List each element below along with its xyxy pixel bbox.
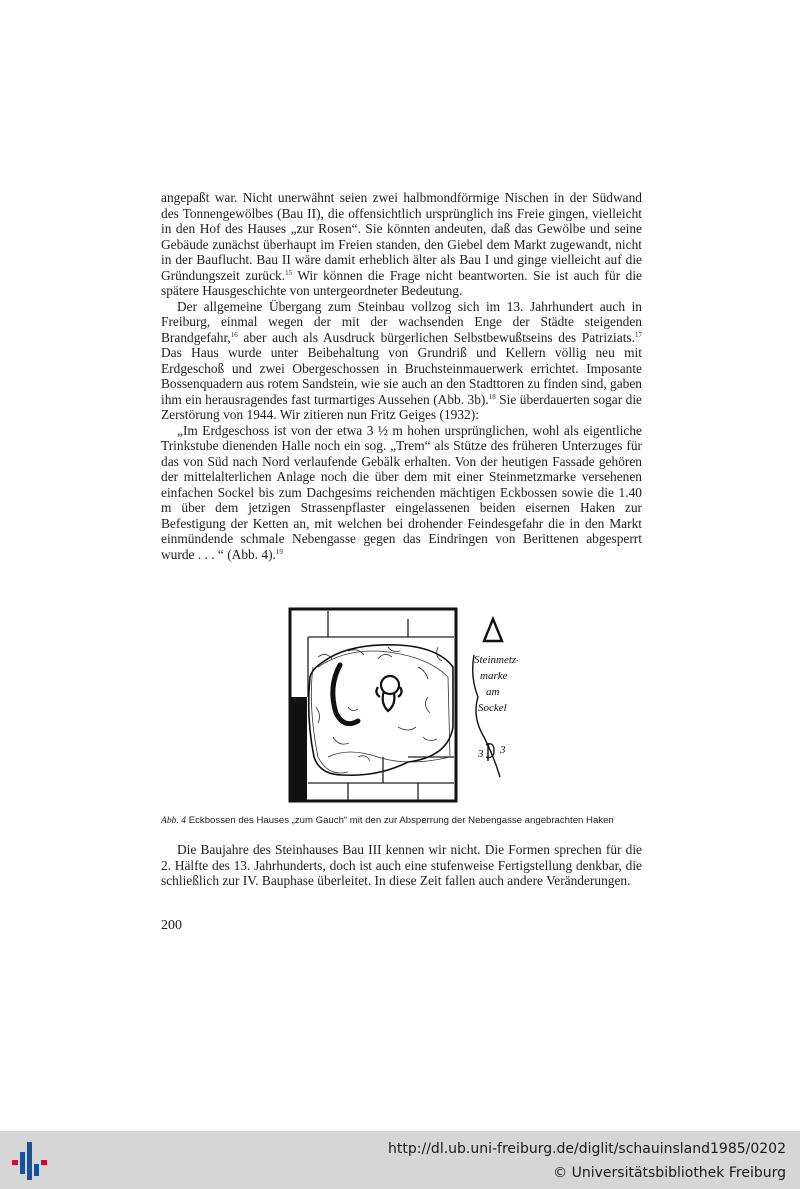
footnote-ref-18[interactable]: 18 [488,392,496,401]
body-text-top [161,190,642,562]
footnote-ref-19[interactable]: 19 [275,547,283,556]
figure-caption [161,815,646,827]
viewer-footer [0,1131,800,1189]
copyright-text: © Universitätsbibliothek Freiburg [553,1165,786,1181]
caption-text: Eckbossen des Hauses „zum Gauch“ mit den zur Absperrung der Nebengasse angebrachten Haken [186,815,614,826]
svg-text:3: 3 [478,748,484,760]
permalink-url[interactable]: http://dl.ub.uni-freiburg.de/diglit/schauinsland1985/0202 [388,1141,786,1157]
paragraph-2: Der allgemeine Übergang zum Steinbau vollzog sich im 13. Jahrhundert auch in Freiburg, einmal wegen der mit der wachsenden Enge der Städte steigenden Brandgefahr,$^{16}$ aber auch als Ausdruck bürgerlichen Selbstbewußtseins des Patriziats.$^{17}$ Das Haus wurde unter Beibehaltung von Grundriß und Kellern völlig neu mit Erdgeschoß und zwei Obergeschossen in Bruchsteinmauerwerk errichtet. Imposante Bossenquadern aus rotem Sandstein, wie sie auch an den Stadttoren zu finden sind, gaben ihm ein herausragendes fast turmartiges Aussehen (Abb. 3b).$^{18}$ Sie überdauerten sogar die Zerstörung von 1944. Wir zitieren nun Fritz Geiges (1932): [161,298,642,422]
paragraph-4: Die Baujahre des Steinhauses Bau III kennen wir nicht. Die Formen sprechen für die 2. Hälfte des 13. Jahrhunderts, doch ist auch eine stufenweise Fertigstellung denkbar, die schließlich zur IV. Bauphase überleitet. In diese Zeit fallen auch andere Veränderungen. [161,842,642,888]
annotation-line-1: Steinmetz- [474,654,518,666]
svg-text:3: 3 [500,744,506,756]
footnote-ref-16[interactable]: 16 [230,330,238,339]
ub-freiburg-logo-icon [8,1140,52,1182]
page-number: 200 [161,918,182,933]
annotation-line-2: marke [480,670,508,682]
quote-paragraph: „Im Erdgeschoss ist von der etwa 3 ½ m hohen ursprünglichen, wohl als eigentliche Trinkstube dienenden Halle noch ein sog. „Trem“ als Stütze des früheren Unterzuges für das von Süd nach Nord verlaufende Gebälk erhalten. Von der heutigen Fassade gehören der mittelalterlichen Anlage noch die über dem mit einer Steinmetzmarke versehenen einfachen Sockel bis zum Dachgesims reichenden mächtigen Eckbossen sowie die 1.40 m über dem jetzigen Strassenpflaster eingelassenen beiden eisernen Haken zur Befestigung der Ketten an, mit welchen bei drohender Feindesgefahr die in den Markt einmündende schmale Nebengasse gegen das Eindringen von Berittenen abgesperrt wurde . . . “ (Abb. 4).$^{19}$ [161,422,642,562]
annotation-line-3: am [486,686,500,698]
figure-eckbossen-drawing [288,607,518,804]
paragraph-1: angepaßt war. Nicht unerwähnt seien zwei halbmondförmige Nischen in der Südwand des Tonnengewölbes (Bau II), die offensichtlich ursprünglich ins Freie gingen, vielleicht in den Hof des Hauses „zur Rosen“. Sie könnten andeuten, daß das Gewölbe und seine Gebäude zunächst überhaupt im Freien standen, den Giebel dem Markt zugewandt, nicht in der Bauflucht. Bau II wäre damit erheblich älter als Bau I und ginge vielleicht auf die Gründungszeit zurück.$^{15}$ Wir können die Frage nicht beantworten. Sie ist auch für die spätere Hausgeschichte von untergeordneter Bedeutung. [161,190,643,298]
figure-illustration [288,607,518,804]
body-text-bottom [161,842,642,889]
annotation-line-4: Sockel [478,702,507,714]
caption-label: Abb. 4 [161,815,187,826]
footnote-ref-15[interactable]: 15 [285,268,293,277]
footnote-ref-17[interactable]: 17 [635,330,642,339]
